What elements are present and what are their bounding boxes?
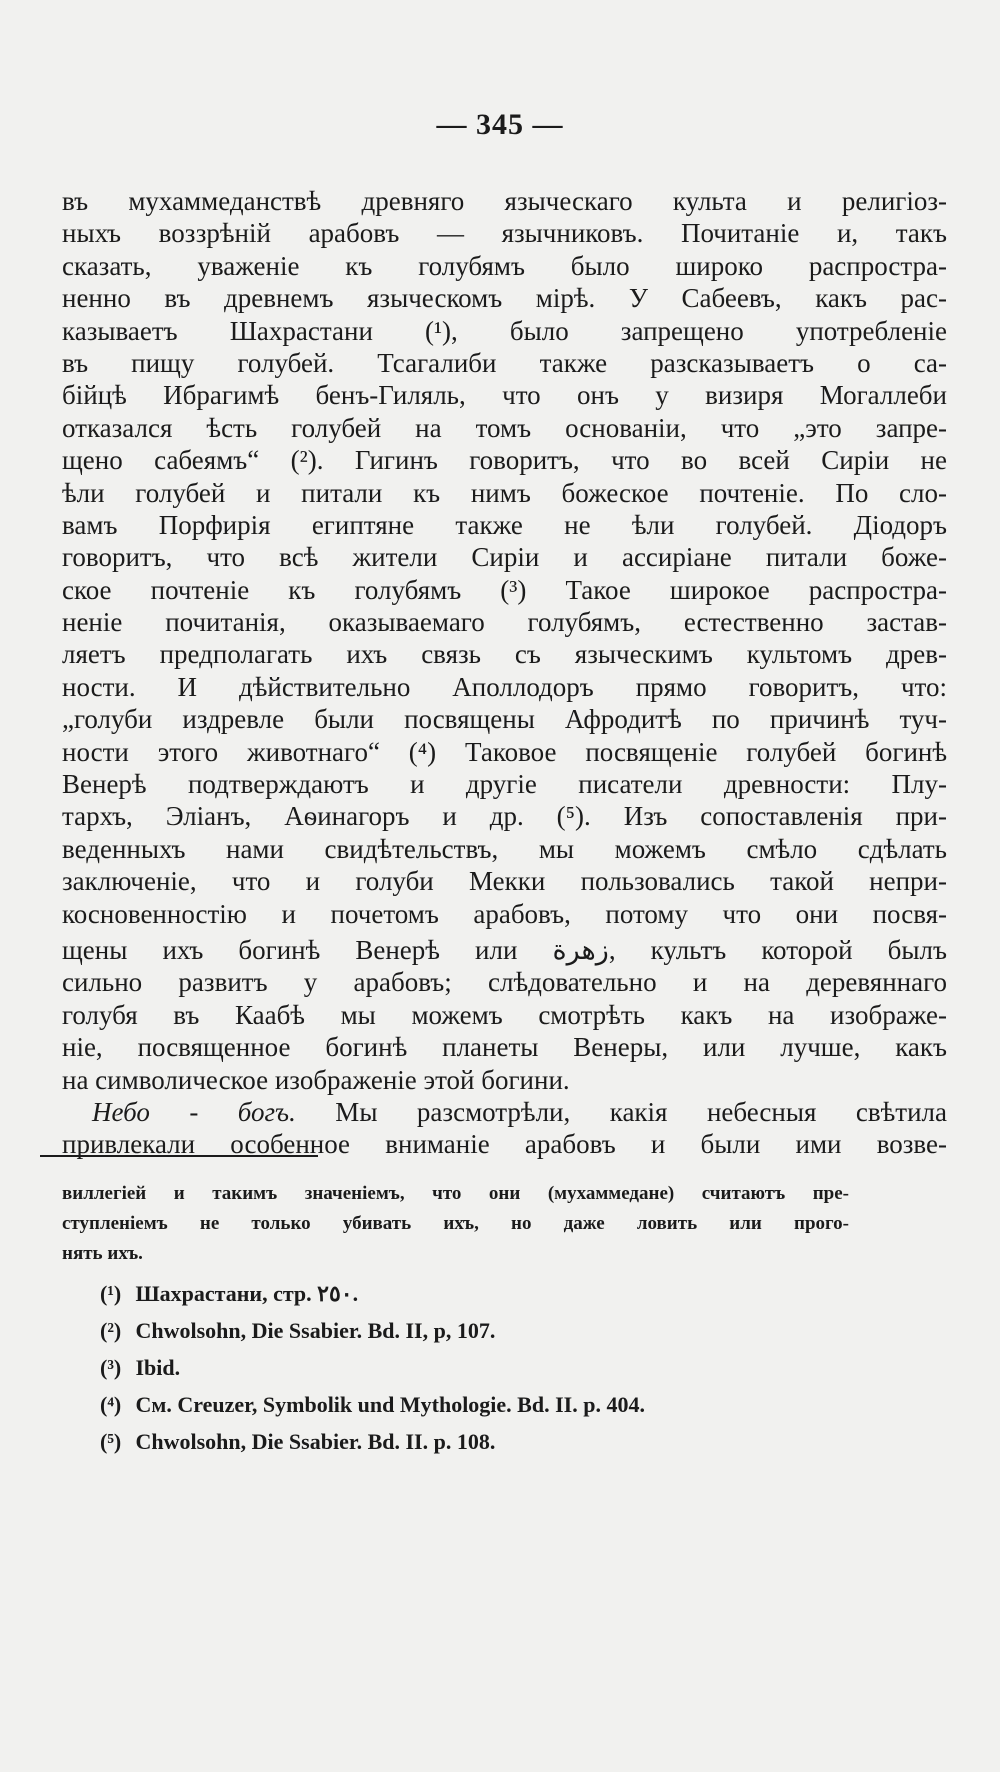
footnote-3 — [100, 1349, 860, 1386]
body-line: ѣли голубей и питали къ нимъ божеское почтеніе. По сло- — [62, 477, 947, 508]
footnote-marker: (²) — [100, 1318, 122, 1343]
footnote-text: Шахрастани, стр. ٢٥٠. — [135, 1281, 359, 1306]
body-line: ныхъ воззрѣній арабовъ — язычниковъ. Почитаніе и, такъ — [62, 218, 947, 249]
footnote-continuation-line: ступленіемъ не только убивать ихъ, но даже ловить или прого- — [62, 1213, 849, 1234]
body-line: ненно въ древнемъ языческомъ мірѣ. У Сабеевъ, какъ рас- — [62, 283, 947, 314]
footnote-text: См. Creuzer, Symbolik und Mythologie. Bd. II. p. 404. — [135, 1392, 645, 1417]
body-line: вамъ Порфирія египтяне также не ѣли голубей. Діодоръ — [62, 509, 947, 540]
body-line: ніе, посвященное богинѣ планеты Венеры, или лучше, какъ — [62, 1032, 947, 1063]
footnote-continuation — [62, 1179, 849, 1269]
body-line: сильно развитъ у арабовъ; слѣдовательно и на деревяннаго — [62, 967, 947, 998]
body-line: бійцѣ Ибрагимѣ бенъ-Гиляль, что онъ у визиря Могаллеби — [62, 380, 947, 411]
body-line: ское почтеніе къ голубямъ (³) Такое широкое распростра- — [62, 574, 947, 605]
body-line: щено сабеямъ“ (²). Гигинъ говоритъ, что во всей Сиріи не — [62, 445, 947, 476]
paragraph-heading-line — [62, 1096, 947, 1128]
body-line: говоритъ, что всѣ жители Сиріи и ассиріане питали боже- — [62, 542, 947, 573]
body-line: отказался ѣсть голубей на томъ основаніи, что „это запре- — [62, 412, 947, 443]
footnote-1 — [100, 1275, 860, 1312]
footnote-text: Ibid. — [135, 1355, 181, 1380]
footnote-continuation-line: нять ихъ. — [62, 1243, 143, 1264]
footnote-marker: (¹) — [100, 1281, 122, 1306]
footnote-5 — [100, 1423, 860, 1460]
body-line: заключеніе, что и голуби Мекки пользовались такой непри- — [62, 866, 947, 897]
body-line: казываетъ Шахрастани (¹), было запрещено употребленіе — [62, 315, 947, 346]
body-line: ности. И дѣйствительно Аполлодоръ прямо говоритъ, что: — [62, 671, 947, 702]
body-line: веденныхъ нами свидѣтельствъ, мы можемъ смѣло сдѣлать — [62, 833, 947, 864]
body-line: неніе почитанія, оказываемаго голубямъ, естественно застав- — [62, 607, 947, 638]
footnotes-list — [100, 1275, 860, 1460]
body-line: „голуби издревле были посвящены Афродитѣ по причинѣ туч- — [62, 704, 947, 735]
footnote-rule — [40, 1155, 318, 1157]
body-line: въ пищу голубей. Тсагалиби также разсказываетъ о са- — [62, 347, 947, 378]
body-line: голубя въ Каабѣ мы можемъ смотрѣть какъ на изображе- — [62, 999, 947, 1030]
body-line-rest: Мы разсмотрѣли, какія небесныя свѣтила — [295, 1096, 947, 1127]
body-line: тархъ, Эліанъ, Аѳинагоръ и др. (⁵). Изъ сопоставленія при- — [62, 801, 947, 832]
body-line: щены ихъ богинѣ Венерѣ или زهرة, культъ которой былъ — [62, 934, 947, 965]
body-line: сказать, уваженіе къ голубямъ было широко распростра- — [62, 250, 947, 281]
page-number: — 345 — — [436, 108, 564, 141]
body-line: ляетъ предполагать ихъ связь съ языческимъ культомъ древ- — [62, 639, 947, 670]
footnote-marker: (³) — [100, 1355, 122, 1380]
body-line: въ мухаммеданствѣ древняго языческаго культа и религіоз- — [62, 186, 947, 216]
body-line: ности этого животнаго“ (⁴) Таковое посвященіе голубей богинѣ — [62, 736, 947, 767]
body-line: привлекали особенное вниманіе арабовъ и были ими возве- — [62, 1129, 947, 1160]
body-line: косновенностію и почетомъ арабовъ, потому что они посвя- — [62, 898, 947, 929]
footnote-continuation-line: виллегіей и такимъ значеніемъ, что они (мухаммедане) считаютъ пре- — [62, 1183, 849, 1204]
footnote-marker: (⁵) — [100, 1429, 122, 1454]
footnote-4 — [100, 1386, 860, 1423]
body-line: Венерѣ подтверждаютъ и другіе писатели древности: Плу- — [62, 769, 947, 800]
footnote-text: Chwolsohn, Die Ssabier. Bd. II. p. 108. — [135, 1429, 496, 1454]
footnote-text: Chwolsohn, Die Ssabier. Bd. II, p, 107. — [135, 1318, 496, 1343]
body-line: на символическое изображеніе этой богини. — [62, 1064, 570, 1095]
footnote-2 — [100, 1312, 860, 1349]
body-text — [62, 185, 947, 1161]
section-heading-italic: Небо - богъ. — [92, 1096, 296, 1127]
footnote-marker: (⁴) — [100, 1392, 122, 1417]
